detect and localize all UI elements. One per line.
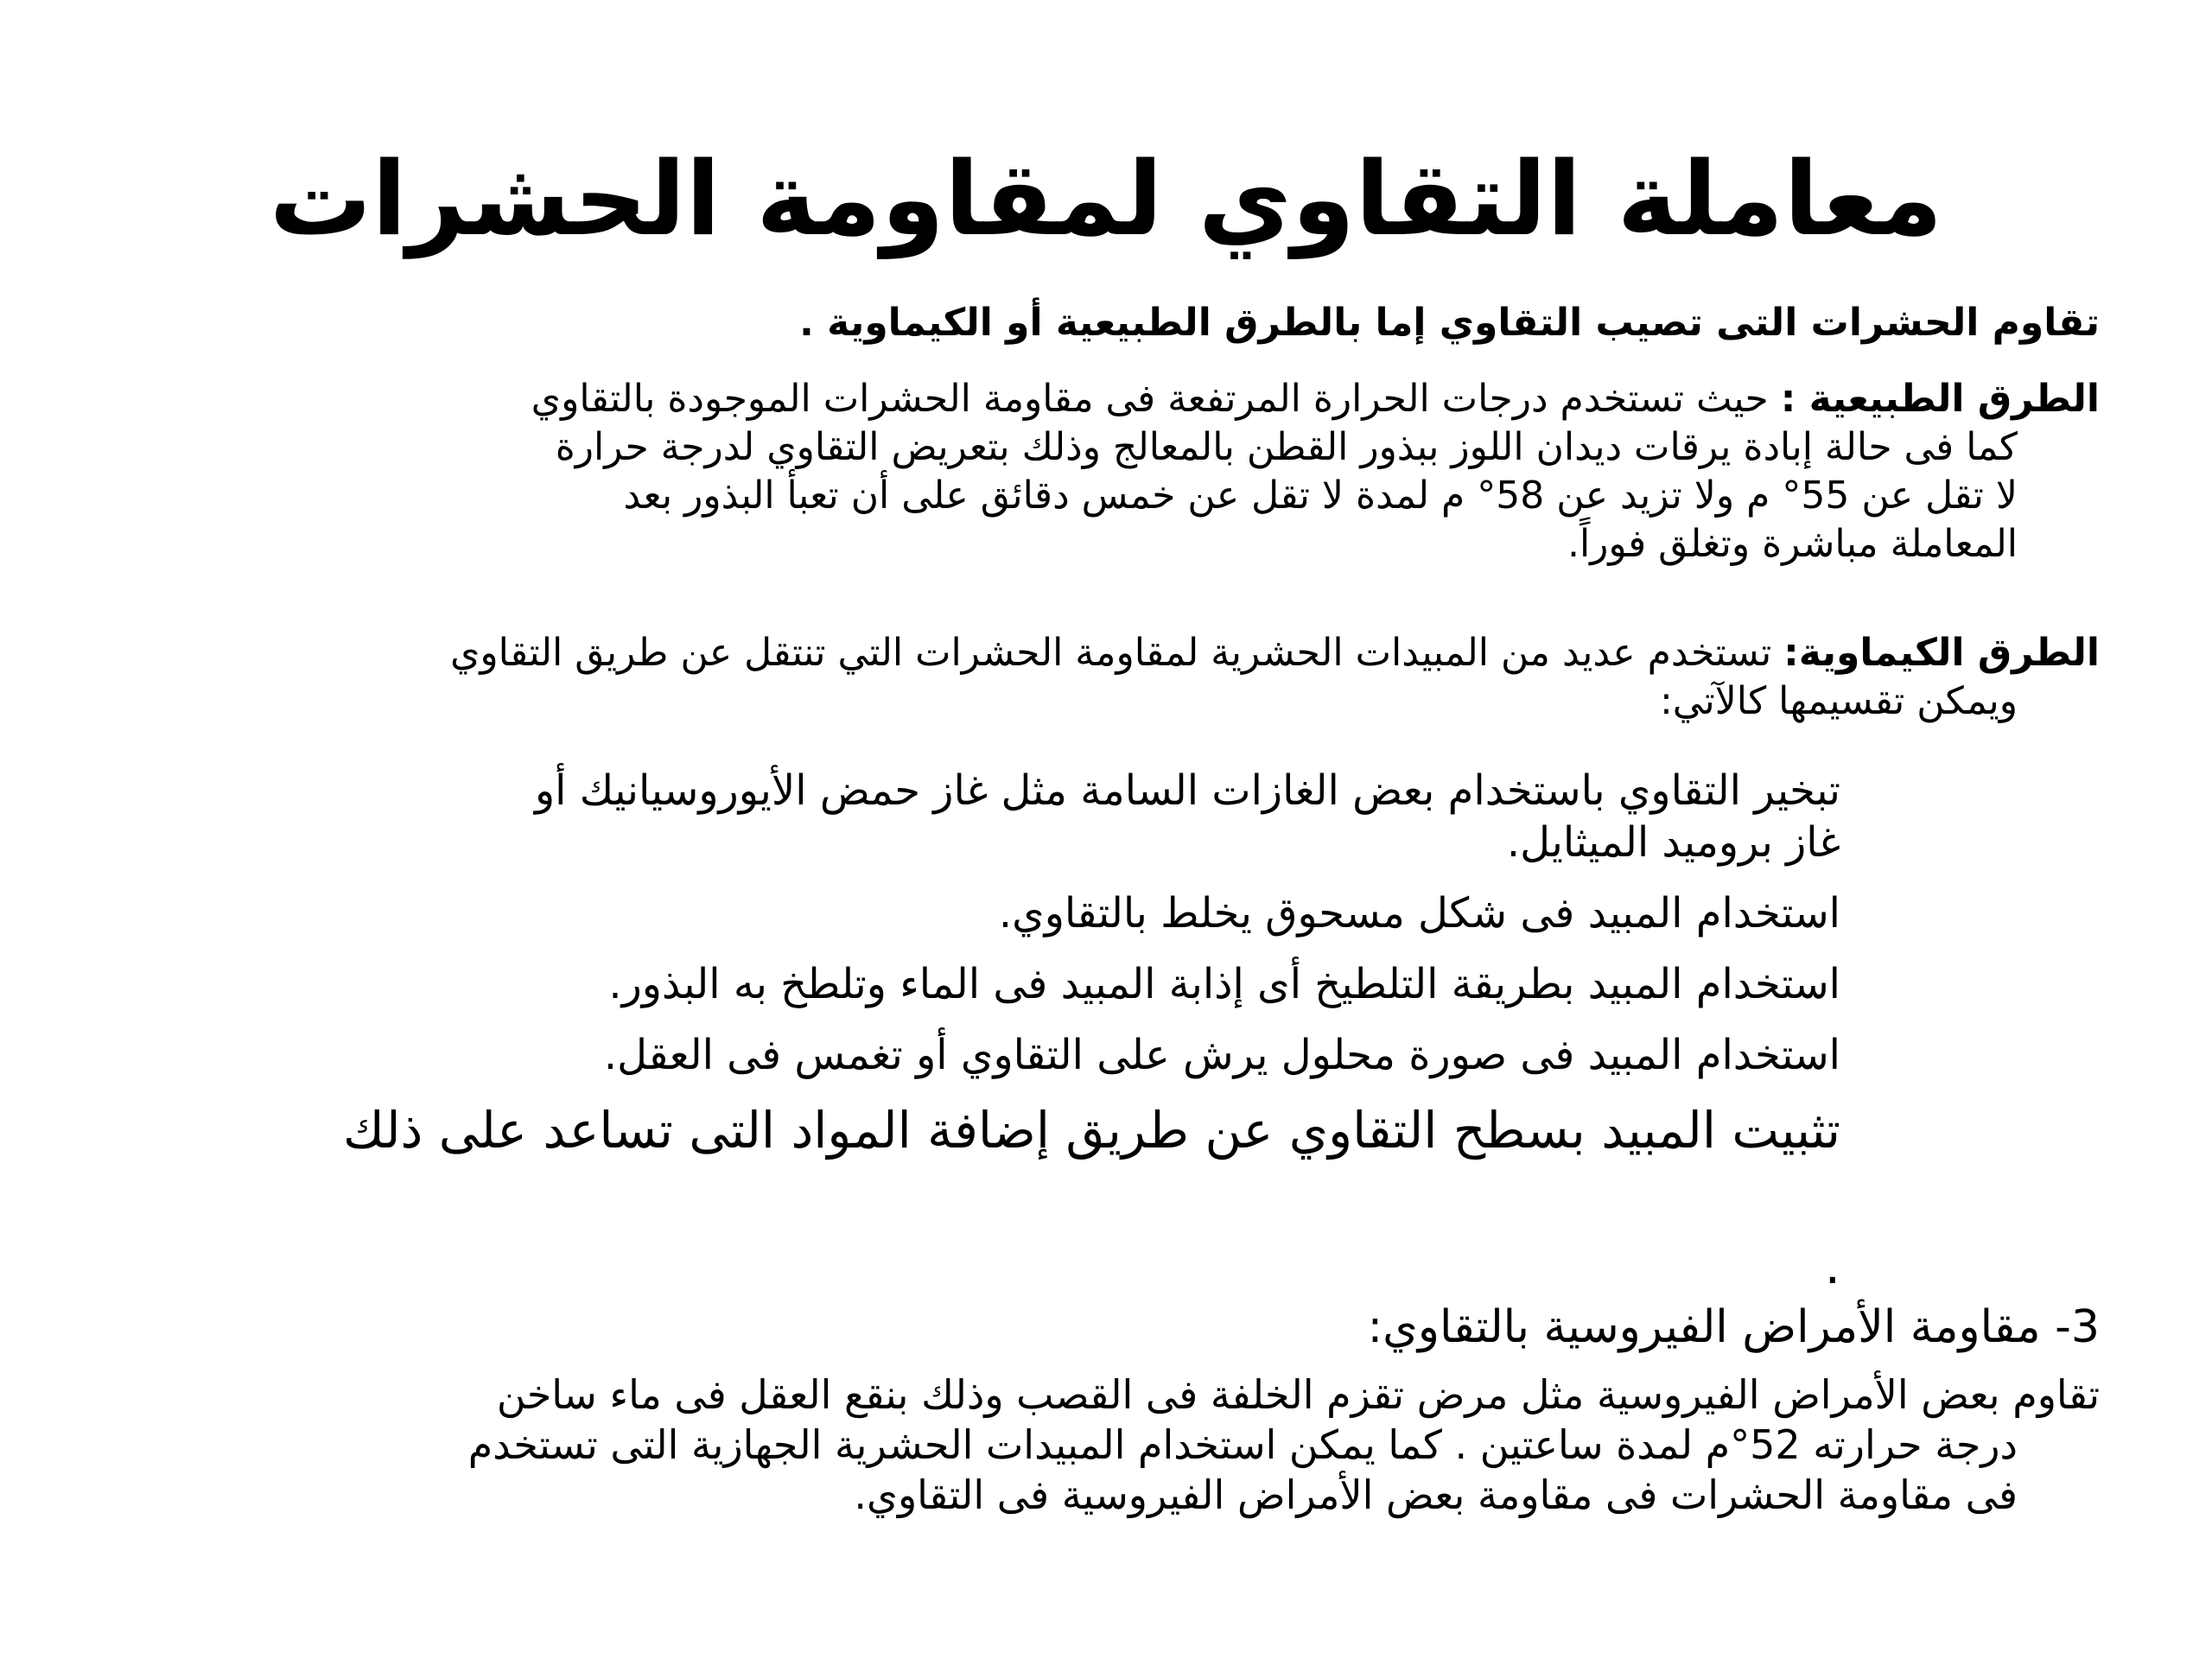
- virus-line-1: تقاوم بعض الأمراض الفيروسية مثل مرض تقزم الخلفة فى القصب وذلك بنقع العقل فى ماء ساخن: [496, 1371, 2100, 1418]
- chemical-methods-list: [343, 765, 1840, 1179]
- method-item-fumigation: [343, 765, 1840, 868]
- virus-paragraph: [468, 1370, 2100, 1520]
- virus-heading: 3- مقاومة الأمراض الفيروسية بالتقاوي:: [1367, 1301, 2100, 1353]
- slide-title: معاملة التقاوي لمقاومة الحشرات: [269, 139, 1943, 258]
- method-item-smearing: استخدام المبيد بطريقة التلطيخ أى إذابة المبيد فى الماء وتلطخ به البذور.: [608, 960, 1840, 1008]
- chemical-heading: الطرق الكيماوية:: [1783, 631, 2100, 675]
- natural-line-1-text: حيث تستخدم درجات الحرارة المرتفعة فى مقاومة الحشرات الموجودة بالتقاوي: [531, 377, 1781, 421]
- method-item-powder: استخدام المبيد فى شكل مسحوق يخلط بالتقاوي.: [998, 889, 1840, 938]
- intro-text: تقاوم الحشرات التى تصيب التقاوي إما بالطرق الطبيعية أو الكيماوية .: [799, 301, 2100, 345]
- natural-line-2: كما فى حالة إبادة يرقات ديدان اللوز ببذور القطن بالمعالج وذلك بتعريض التقاوي لدرجة حرارة: [555, 425, 2018, 469]
- method-line: تبخير التقاوي باستخدام بعض الغازات السامة مثل غاز حمض الأيوروسيانيك أو: [534, 766, 1840, 815]
- natural-line-4: المعاملة مباشرة وتغلق فوراً.: [1567, 522, 2018, 566]
- chemical-line-1-text: تستخدم عديد من المبيدات الحشرية لمقاومة الحشرات التي تنتقل عن طريق التقاوي: [449, 631, 1784, 675]
- virus-line-3: فى مقاومة الحشرات فى مقاومة بعض الأمراض الفيروسية فى التقاوي.: [854, 1471, 2018, 1518]
- natural-heading: الطرق الطبيعية :: [1780, 377, 2100, 421]
- chemical-methods-paragraph: [450, 629, 2100, 726]
- chemical-line-2: ويمكن تقسيمها كالآتي:: [1659, 679, 2018, 723]
- method-item-fixing: تثبيت المبيد بسطح التقاوي عن طريق إضافة المواد التى تساعد على ذلك: [342, 1101, 1840, 1160]
- natural-line-1: [531, 375, 2100, 423]
- virus-line-2: درجة حرارته 52°م لمدة ساعتين . كما يمكن استخدام المبيدات الحشرية الجهازية التى تستخدم: [467, 1421, 2018, 1468]
- method-item-spraying: استخدام المبيد فى صورة محلول يرش على التقاوي أو تغمس فى العقل.: [603, 1031, 1840, 1079]
- chemical-line-1: [450, 629, 2100, 677]
- method-line: غاز بروميد الميثايل.: [1506, 818, 1840, 867]
- natural-methods-paragraph: [531, 375, 2100, 569]
- method-item-fixing-end: .: [1824, 1236, 1840, 1295]
- natural-line-3: لا تقل عن 55° م ولا تزيد عن 58° م لمدة لا تقل عن خمس دقائق على أن تعبأ البذور بعد: [623, 474, 2018, 518]
